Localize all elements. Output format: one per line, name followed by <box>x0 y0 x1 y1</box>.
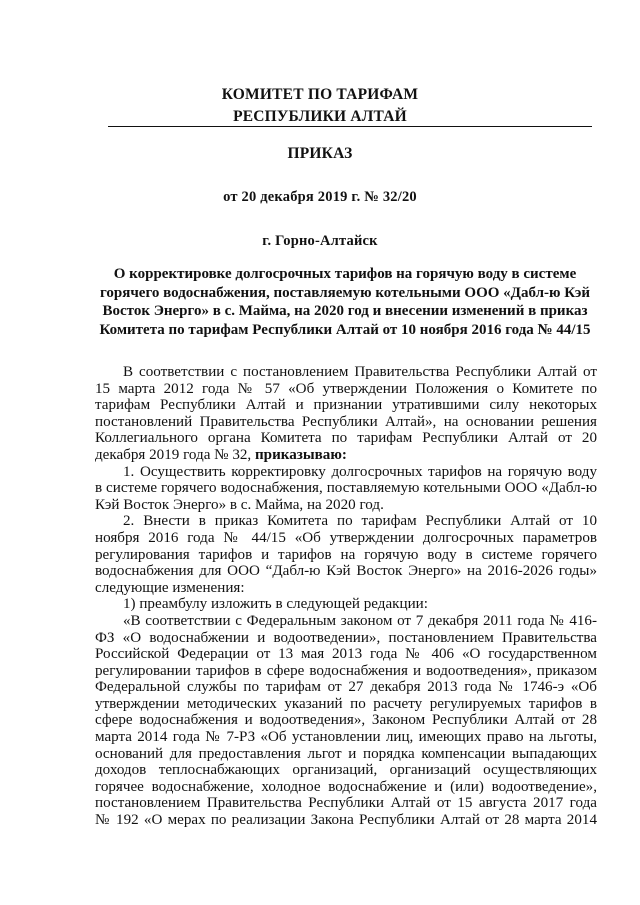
text-line: Коллегиального органа Комитета по тарифам Республики Алтай от 20 <box>95 430 597 447</box>
intro-paragraph <box>95 364 597 464</box>
doc-title-line: Комитета по тарифам Республики Алтай от 10 ноября 2016 года № 44/15 <box>99 321 591 338</box>
text-line: постановлений Правительства Республики Алтай», на основании решения <box>95 413 597 430</box>
text-line: утверждении методических указаний по расчету регулируемых тарифов в <box>95 695 597 712</box>
header-divider <box>108 126 592 127</box>
text-line: горячее водоснабжение, холодное водоснабжение и (или) водоотведение», <box>95 778 597 795</box>
text-line: в системе горячего водоснабжения, поставляемую котельными ООО «Дабл-ю <box>95 480 597 497</box>
sub-item-1 <box>95 596 597 613</box>
doc-title-line: О корректировке долгосрочных тарифов на горячую воду в системе <box>113 266 577 282</box>
intro-last: декабря 2019 года № 32, <box>95 446 255 463</box>
text-line <box>95 447 597 464</box>
text-line: сфере водоснабжения и водоотведения», Законом Республики Алтай от 28 <box>95 712 597 729</box>
doc-date-number: от 20 декабря 2019 г. № 32/20 <box>223 189 417 205</box>
text-line: регулирования тарифов и тарифов на горячую воду в системе горячего <box>95 546 597 563</box>
text-line: водоснабжения для ООО “Дабл-ю Кэй Восток Энерго» на 2016-2026 годы» <box>95 563 597 580</box>
text-line: следующие изменения: <box>95 579 245 596</box>
doc-body <box>95 364 597 829</box>
doc-title-line: горячего водоснабжения, поставляемую котельными ООО «Дабл-ю Кэй <box>99 284 591 301</box>
text-line: Кэй Восток Энерго» в с. Майма, на 2020 год. <box>95 496 384 513</box>
order-word: приказываю: <box>254 446 347 463</box>
text-line: 1. Осуществить корректировку долгосрочных тарифов на горячую воду <box>123 463 597 480</box>
doc-title-line: Восток Энерго» в с. Майма, на 2020 год и внесении изменений в приказ <box>102 303 588 319</box>
text-line: 2. Внести в приказ Комитета по тарифам Республики Алтай от 10 <box>123 513 597 530</box>
doc-city: г. Горно-Алтайск <box>262 233 378 249</box>
text-line: постановлением Правительства Республики Алтай от 15 августа 2017 года <box>95 795 597 812</box>
text-line: доходов теплоснабжающих организаций, организаций осуществляющих <box>95 762 597 779</box>
text-line: ФЗ «О водоснабжении и водоотведении», постановлением Правительства <box>95 629 597 646</box>
text-line: регулировании тарифов в сфере водоснабжения и водоотведения», приказом <box>95 662 597 679</box>
text-line: оснований для предоставления льгот и порядка компенсации выпадающих <box>95 745 597 762</box>
text-line: 1) преамбулу изложить в следующей редакции: <box>123 596 428 613</box>
text-line: марта 2014 года № 7-РЗ «Об установлении лиц, имеющих право на льготы, <box>95 729 597 746</box>
text-line: № 192 «О мерах по реализации Закона Республики Алтай от 28 марта 2014 <box>95 812 597 829</box>
text-line: тарифам Республики Алтай и признании утратившими силу некоторых <box>95 397 597 414</box>
text-line: ноября 2016 года № 44/15 «Об утверждении долгосрочных параметров <box>95 529 597 546</box>
item-2 <box>95 513 597 596</box>
item-1 <box>95 464 597 514</box>
text-line: Федеральной службы по тарифам от 27 декабря 2013 года № 1746-э «Об <box>95 679 597 696</box>
text-line: Российской Федерации от 13 мая 2013 года № 406 «О государственном <box>95 646 597 663</box>
doc-type: ПРИКАЗ <box>287 145 353 162</box>
text-line: В соответствии с постановлением Правительства Республики Алтай от <box>123 364 597 380</box>
doc-title <box>78 265 612 339</box>
text-line: 15 марта 2012 года № 57 «Об утверждении Положения о Комитете по <box>95 380 597 397</box>
org-name-line2: РЕСПУБЛИКИ АЛТАЙ <box>233 108 407 125</box>
text-line: «В соответствии с Федеральным законом от 7 декабря 2011 года № 416- <box>123 612 597 629</box>
org-name-line1: КОМИТЕТ ПО ТАРИФАМ <box>221 86 419 103</box>
quoted-preamble <box>95 613 597 829</box>
